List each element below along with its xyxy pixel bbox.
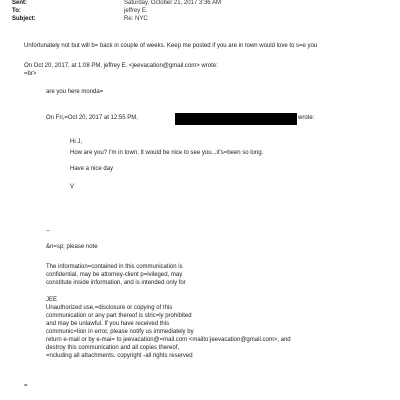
notice-line: communication or any part thereof is stric=ly prohibited bbox=[46, 313, 192, 319]
subject-value: Re: NYC bbox=[124, 16, 148, 23]
quote1-header: On Oct 20, 2017, at 1:08 PM, jeffrey E. <jeevacation@gmail.com> wrote: bbox=[24, 63, 218, 69]
notice-line: and may be unlawful. If you have received this bbox=[46, 321, 170, 327]
notice-line: =ncluding all attachments. copyright -all rights reserved bbox=[46, 353, 193, 359]
to-value: jeffrey E. bbox=[124, 8, 148, 15]
quote2-message: How are you? I'm in town. It would be nice to see you...it's=been so long. bbox=[70, 150, 264, 156]
subject-row bbox=[12, 16, 392, 24]
to-label: To: bbox=[12, 8, 21, 15]
notice-line: destroy this communication and all copies thereof, bbox=[46, 345, 180, 351]
sent-row bbox=[12, 0, 392, 8]
quote2-closing: Have a nice day bbox=[70, 166, 114, 172]
quote2-header-start: On Fri,=Oct 20, 2017 at 12:55 PM, bbox=[46, 115, 138, 121]
notice-line: Unauthorized use,=disclosure or copying of this bbox=[46, 305, 173, 311]
quote1-br: =br> bbox=[24, 71, 37, 77]
sent-value: Saturday, October 21, 2017 3:36 AM bbox=[124, 0, 221, 7]
notice-line: The information=contained in this communication is bbox=[46, 264, 183, 270]
notice-line: return e-mail or by e-mai= to jeevacation@=mail.com <mailto:jeevacation@gmail.com>, and bbox=[46, 337, 291, 343]
redaction-box bbox=[175, 113, 297, 125]
notice-line: communic=tion in error, please notify us immediately by bbox=[46, 329, 194, 335]
email-header bbox=[12, 0, 392, 24]
quote1-text: are you here monda= bbox=[46, 89, 104, 95]
notice-line: constitute inside information, and is intended only for bbox=[46, 280, 186, 286]
sent-label: Sent: bbox=[12, 0, 27, 7]
quote2-signoff: V bbox=[70, 184, 75, 190]
notice-line: JEE bbox=[46, 297, 58, 303]
end-mark: = bbox=[24, 383, 28, 389]
to-row bbox=[12, 8, 392, 16]
subject-label: Subject: bbox=[12, 16, 36, 23]
notice-line: confidential, may be attorney-client p=ivileged, may bbox=[46, 272, 183, 278]
reply-text: Unfortunately not but will b= back in couple of weeks. Keep me posted if you are in town would love to s=e you bbox=[24, 43, 318, 49]
quote2-greeting: Hi J, bbox=[70, 139, 82, 145]
quote2-header-end: wrote: bbox=[298, 115, 315, 121]
signature-please-note: &n=sp; please note bbox=[46, 244, 98, 250]
signature-dashes: -- bbox=[46, 228, 50, 234]
